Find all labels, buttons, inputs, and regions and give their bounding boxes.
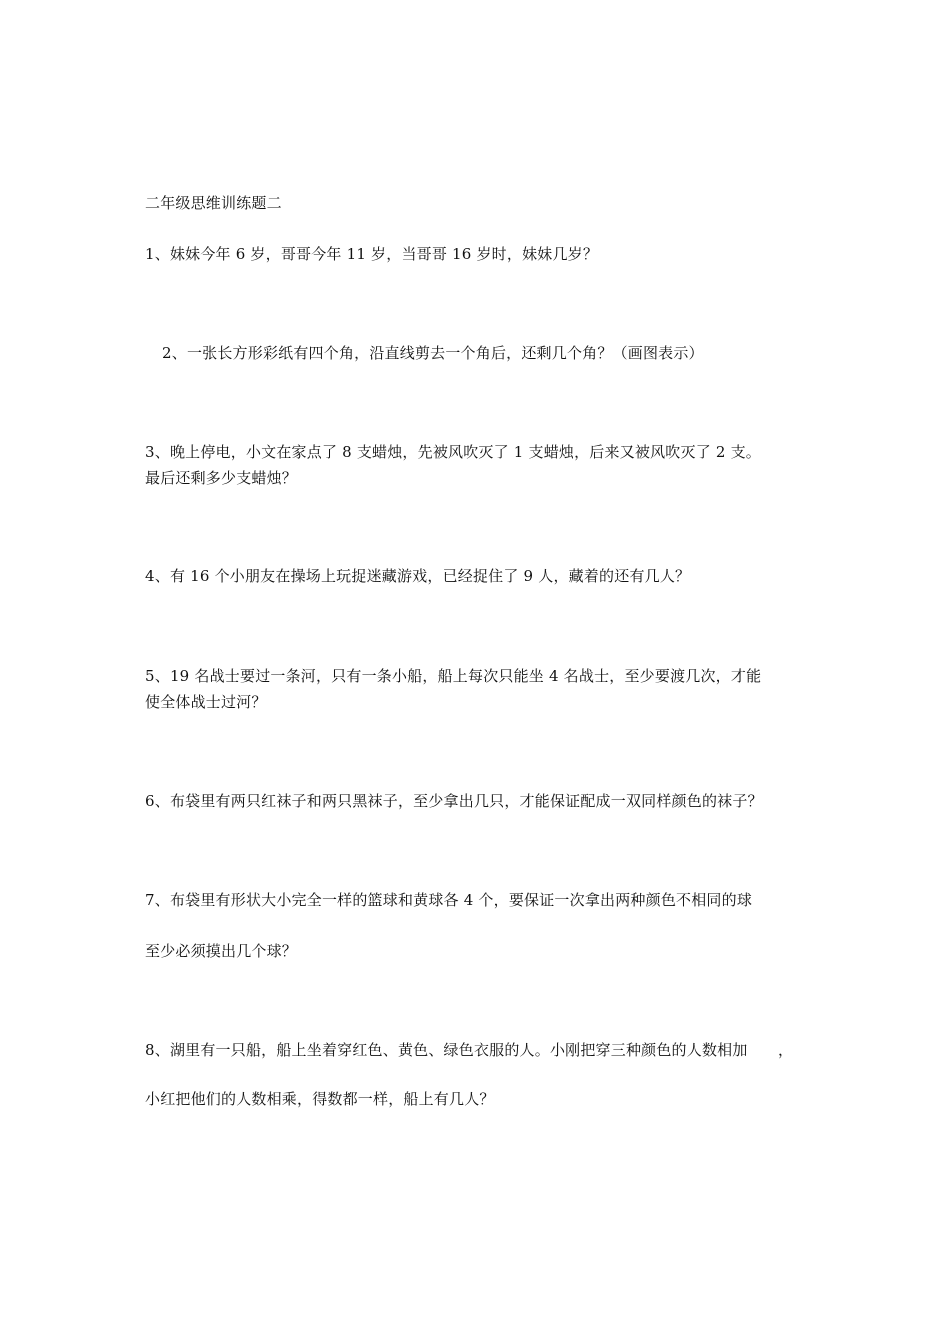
question-3-line-1: 3、晚上停电，小文在家点了 8 支蜡烛，先被风吹灭了 1 支蜡烛，后来又被风吹灭了 2 支。 xyxy=(145,443,761,461)
question-6-line-1: 6、布袋里有两只红袜子和两只黑袜子，至少拿出几只，才能保证配成一双同样颜色的袜子？ xyxy=(145,792,763,810)
question-1-line-1: 1、妹妹今年 6 岁，哥哥今年 11 岁，当哥哥 16 岁时，妹妹几岁？ xyxy=(145,245,599,263)
question-8-line-2: 小红把他们的人数相乘，得数都一样，船上有几人？ xyxy=(145,1090,495,1108)
question-7-line-2: 至少必须摸出几个球？ xyxy=(145,942,298,960)
question-7-line-1: 7、布袋里有形状大小完全一样的篮球和黄球各 4 个，要保证一次拿出两种颜色不相同的球 xyxy=(145,891,753,909)
question-5-line-1: 5、19 名战士要过一条河，只有一条小船，船上每次只能坐 4 名战士，至少要渡几次，才能 xyxy=(145,667,762,685)
question-3-line-2: 最后还剩多少支蜡烛？ xyxy=(145,469,298,487)
question-4-line-1: 4、有 16 个小朋友在操场上玩捉迷藏游戏，已经捉住了 9 人，藏着的还有几人？ xyxy=(145,567,691,585)
question-8-line-1: 8、湖里有一只船，船上坐着穿红色、黄色、绿色衣服的人。小刚把穿三种颜色的人数相加 ， xyxy=(145,1041,794,1059)
document-title: 二年级思维训练题二 xyxy=(145,194,282,212)
question-2-line-1: 2、一张长方形彩纸有四个角，沿直线剪去一个角后，还剩几个角？（画图表示） xyxy=(162,344,704,362)
question-5-line-2: 使全体战士过河？ xyxy=(145,693,267,711)
